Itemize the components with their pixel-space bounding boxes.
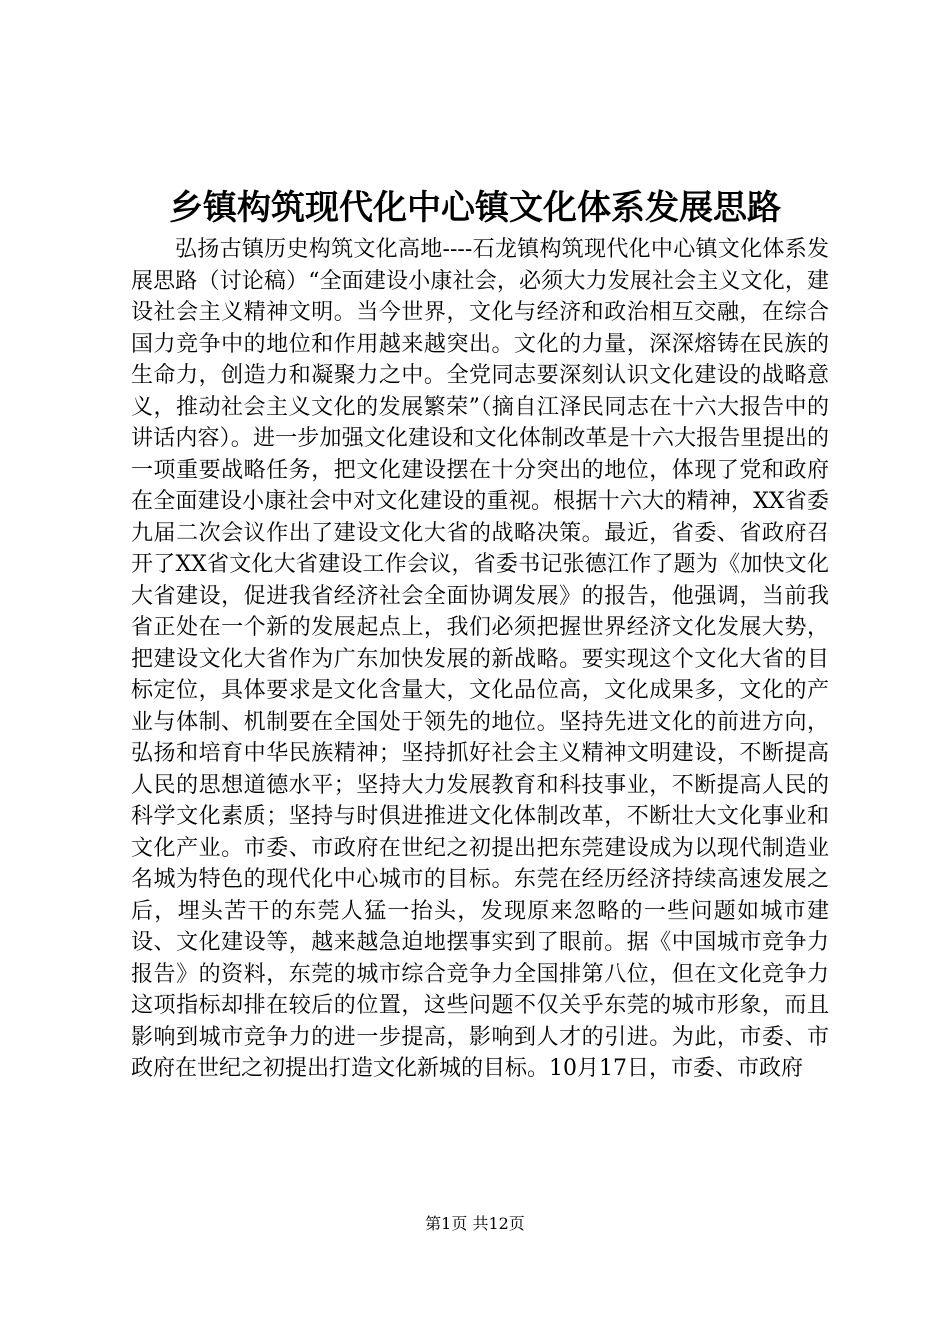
page-number-footer: 第1页 共12页 [425, 1214, 525, 1233]
document-title: 乡镇构筑现代化中心镇文化体系发展思路 [169, 188, 781, 228]
document-body-paragraph: 弘扬古镇历史构筑文化高地----石龙镇构筑现代化中心镇文化体系发展思路（讨论稿）“全面建设小康社会，必须大力发展社会主义文化，建设社会主义精神文明。当今世界，文化与经济和政治相互交融，在综合国力竞争中的地位和作用越来越突出。文化的力量，深深熔铸在民族的生命力，创造力和凝聚力之中。全党同志要深刻认识文化建设的战略意义，推动社会主义文化的发展繁荣”（摘自江泽民同志在十六大报告中的讲话内容）。进一步加强文化建设和文化体制改革是十六大报告里提出的一项重要战略任务，把文化建设摆在十分突出的地位，体现了党和政府在全面建设小康社会中对文化建设的重视。根据十六大的精神，XX省委九届二次会议作出了建设文化大省的战略决策。最近，省委、省政府召开了XX省文化大省建设工作会议，省委书记张德江作了题为《加快文化大省建设，促进我省经济社会全面协调发展》的报告，他强调，当前我省正处在一个新的发展起点上，我们必须把握世界经济文化发展大势，把建设文化大省作为广东加快发展的新战略。要实现这个文化大省的目标定位，具体要求是文化含量大，文化品位高，文化成果多，文化的产业与体制、机制要在全国处于领先的地位。坚持先进文化的前进方向，弘扬和培育中华民族精神；坚持抓好社会主义精神文明建设，不断提高人民的思想道德水平；坚持大力发展教育和科技事业，不断提高人民的科学文化素质；坚持与时俱进推进文化体制改革，不断壮大文化事业和文化产业。市委、市政府在世纪之初提出把东莞建设成为以现代制造业名城为特色的现代化中心城市的目标。东莞在经历经济持续高速发展之后，埋头苦干的东莞人猛一抬头，发现原来忽略的一些问题如城市建设、文化建设等，越来越急迫地摆事实到了眼前。据《中国城市竞争力报告》的资料，东莞的城市综合竞争力全国排第八位，但在文化竞争力这项指标却排在较后的位置，这些问题不仅关乎东莞的城市形象，而且影响到城市竞争力的进一步提高，影响到人才的引进。为此，市委、市政府在世纪之初提出打造文化新城的目标。10月17日，市委、市政府 [131, 237, 829, 1081]
